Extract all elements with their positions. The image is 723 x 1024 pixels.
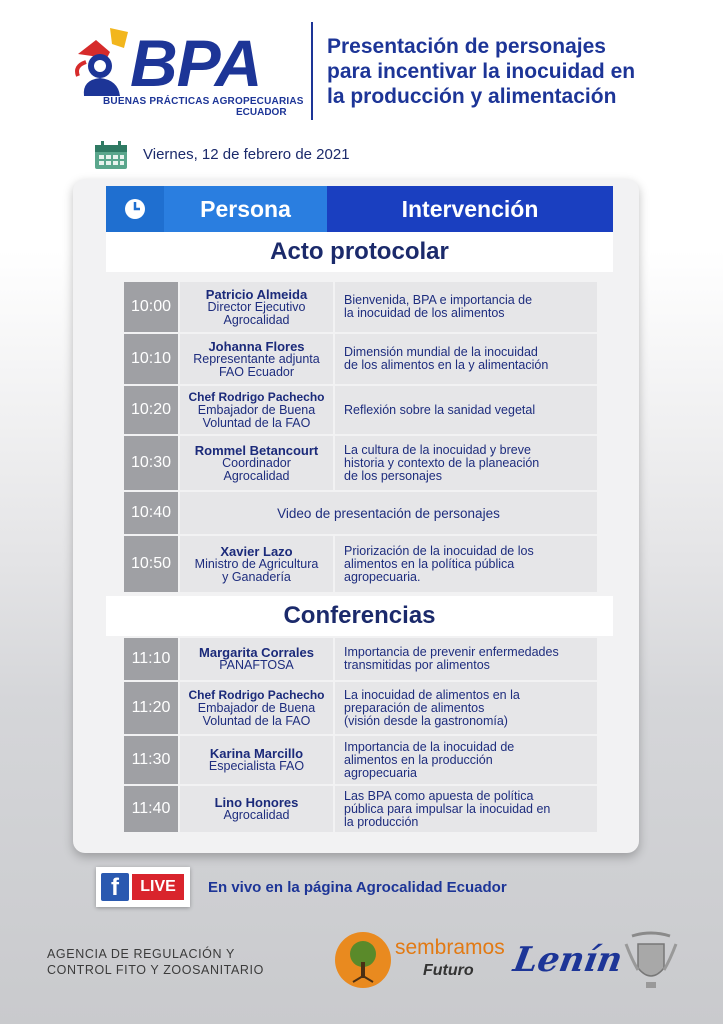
facebook-icon: f [101,873,129,901]
title-line-2: para incentivar la inocuidad en [327,60,636,83]
table-row [124,386,597,434]
table-row [124,638,597,680]
row-persona [180,736,333,784]
row-time: 11:40 [124,786,178,832]
ecuador-coat-of-arms-icon [624,930,678,990]
table-row [124,334,597,384]
topic-line: historia y contexto de la planeación [344,455,540,470]
title-line-1: Presentación de personajes [327,35,606,58]
persona-name: Karina Marcillo [209,746,304,761]
row-time: 10:50 [124,536,178,592]
table-row [124,786,597,832]
live-label: LIVE [132,874,184,900]
table-row [124,682,597,734]
row-time: 10:10 [124,334,178,384]
row-persona [180,786,333,832]
row-intervencion [335,682,597,734]
persona-column-header: Persona [164,186,327,232]
row-persona [180,638,333,680]
persona-name: Rommel Betancourt [194,442,319,458]
sembramos-text: sembramos [395,936,505,959]
row-persona [180,282,333,332]
topic-line: La cultura de la inocuidad y breve [344,442,531,457]
topic-line: Importancia de prevenir enfermedades [344,645,559,659]
row-video: Video de presentación de personajes [180,492,597,534]
table-row [124,736,597,784]
intervencion-column-header: Intervención [327,186,613,232]
persona-role: PANAFTOSA [219,658,294,672]
persona-name: Patricio Almeida [205,286,308,302]
topic-line: Reflexión sobre la sanidad vegetal [344,402,536,417]
title-line-3: la producción y alimentación [327,85,617,108]
persona-role: Agrocalidad [223,808,290,822]
persona-name: Xavier Lazo [220,543,293,559]
persona-role: Agrocalidad [223,312,290,327]
agency-line-1: AGENCIA DE REGULACIÓN Y [47,947,235,961]
topic-line: preparación de alimentos [344,700,485,715]
topic-line: transmitidas por alimentos [344,658,490,672]
tree-logo-icon [335,932,391,988]
row-persona [180,436,333,490]
persona-name: Chef Rodrigo Pachecho [188,687,325,702]
section-conferencias: Conferencias [106,596,613,636]
row-time: 11:10 [124,638,178,680]
persona-name: Lino Honores [214,795,299,810]
topic-line: alimentos en la política pública [344,556,515,571]
lenin-signature: Lenín [510,940,626,980]
row-intervencion [335,638,597,680]
time-column-header [106,186,164,232]
row-persona [180,334,333,384]
row-time: 11:30 [124,736,178,784]
persona-name: Chef Rodrigo Pachecho [188,389,325,404]
persona-role: FAO Ecuador [218,364,295,379]
persona-role: Embajador de Buena [197,700,316,715]
agency-line-2: CONTROL FITO Y ZOOSANITARIO [47,963,264,977]
table-row [124,536,597,592]
topic-line: agropecuaria. [344,569,421,584]
persona-role: Voluntad de la FAO [202,713,311,728]
bpa-logo-subtitle: BUENAS PRÁCTICAS AGROPECUARIAS [103,96,304,107]
topic-line: de los personajes [344,468,442,483]
row-intervencion [335,334,597,384]
row-intervencion [335,386,597,434]
row-intervencion [335,436,597,490]
row-time: 10:20 [124,386,178,434]
row-time: 10:40 [124,492,178,534]
facebook-live-badge[interactable] [96,867,190,907]
topic-line: la producción [344,814,419,829]
section-acto-protocolar: Acto protocolar [106,232,613,272]
live-stream-text: En vivo en la página Agrocalidad Ecuador [208,879,507,896]
clock-icon [123,197,147,221]
topic-line: de los alimentos en la y alimentación [344,358,549,372]
persona-role: Representante adjunta [193,351,320,366]
topic-line: Importancia de la inocuidad de [344,739,515,754]
page-title [327,34,717,109]
row-time: 11:20 [124,682,178,734]
persona-name: Johanna Flores [208,338,305,354]
futuro-text: Futuro [423,962,474,979]
row-persona [180,386,333,434]
header-divider [311,22,313,120]
persona-role: Especialista FAO [208,759,305,773]
persona-role: y Ganadería [222,569,291,584]
persona-role: Embajador de Buena [197,402,316,417]
table-row [124,436,597,490]
persona-role: Voluntad de la FAO [202,415,311,430]
bpa-logo-text: BPA [130,26,262,100]
row-persona [180,682,333,734]
header [0,0,723,130]
table-row [124,492,597,534]
topic-line: la inocuidad de los alimentos [344,306,505,320]
persona-role: Coordinador [222,455,291,470]
event-date: Viernes, 12 de febrero de 2021 [143,146,350,163]
topic-line: La inocuidad de alimentos en la [344,687,520,702]
row-time: 10:30 [124,436,178,490]
bpa-logo-country: ECUADOR [236,107,287,118]
topic-line: pública para impulsar la inocuidad en [344,801,551,816]
row-time: 10:00 [124,282,178,332]
row-intervencion [335,736,597,784]
calendar-icon [95,141,127,169]
topic-line: agropecuaria [344,765,417,780]
topic-line: (visión desde la gastronomía) [344,713,508,728]
persona-role: Ministro de Agricultura [194,556,319,571]
row-persona [180,536,333,592]
persona-role: Agrocalidad [223,468,290,483]
persona-name: Margarita Corrales [199,645,314,660]
topic-line: Las BPA como apuesta de política [344,788,534,803]
row-intervencion [335,282,597,332]
row-intervencion [335,536,597,592]
topic-line: Dimensión mundial de la inocuidad [344,345,538,359]
topic-line: Bienvenida, BPA e importancia de [344,293,533,307]
topic-line: Priorización de la inocuidad de los [344,543,534,558]
persona-role: Director Ejecutivo [207,299,306,314]
row-intervencion [335,786,597,832]
agency-name [47,946,264,978]
table-row [124,282,597,332]
topic-line: alimentos en la producción [344,752,493,767]
sembramos-futuro-logo [335,932,505,992]
